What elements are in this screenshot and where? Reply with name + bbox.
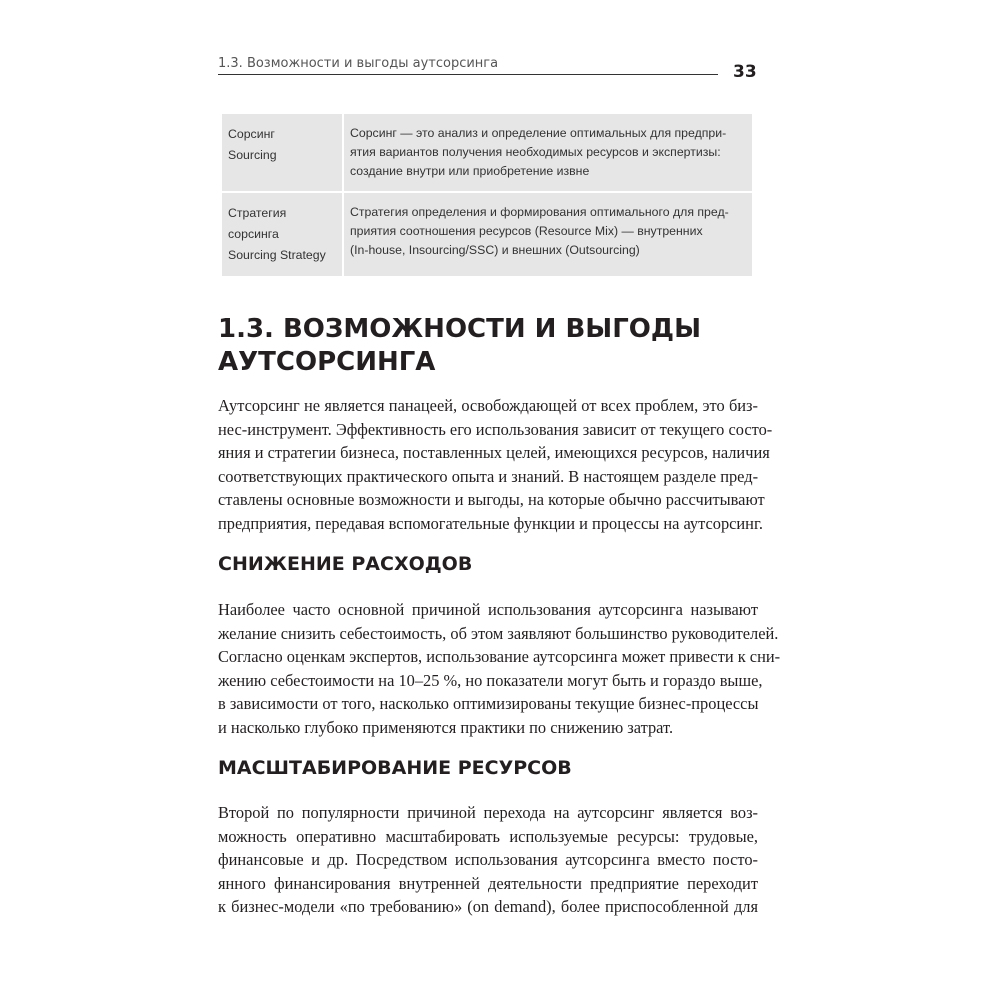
intro-paragraph [218,394,773,535]
text-line: Аутсорсинг не является панацеей, освобождающей от всех проблем, это биз- [218,396,758,415]
definition-line: приятия соотношения ресурсов (Resource Mix) — внутренних [350,224,703,238]
text-line: соответствующих практического опыта и знаний. В настоящем разделе пред- [218,466,759,486]
definition-line: (In-house, Insourcing/SSC) и внешних (Outsourcing) [350,243,640,257]
text-line: жению себестоимости на 10–25 %, но показатели могут быть и гораздо выше, [218,670,763,690]
page-number: 33 [733,62,757,82]
table-row [221,192,753,277]
section-title-line: 1.3. ВОЗМОЖНОСТИ И ВЫГОДЫ [218,314,702,344]
definition-line: Сорсинг — это анализ и определение оптимальных для предпри- [350,126,727,140]
text-line: нес-инструмент. Эффективность его использования зависит от текущего состо- [218,419,773,439]
section-title [218,313,701,379]
definition-line: ятия вариантов получения необходимых ресурсов и экспертизы: [350,145,721,159]
subsection-title: СНИЖЕНИЕ РАСХОДОВ [218,553,473,575]
text-line: предприятия, передавая вспомогательные функции и процессы на аутсорсинг. [218,513,763,533]
definition-line: Стратегия определения и формирования оптимального для пред- [350,205,729,219]
table-row [221,113,753,192]
text-line: яния и стратегии бизнеса, поставленных целей, имеющихся ресурсов, наличия [218,443,770,462]
text-line: в зависимости от того, насколько оптимизированы текущие бизнес-процессы [218,694,759,713]
term-ru: Стратегия [228,206,287,220]
text-line: финансовые и др. Посредством использования аутсорсинга вместо посто- [218,850,758,869]
term-ru: сорсинга [228,227,279,241]
text-line: янного финансирования внутренней деятельности предприятие переходит [218,873,758,893]
text-line: ставлены основные возможности и выгоды, на которые обычно рассчитывают [218,490,765,509]
subsection-title: МАСШТАБИРОВАНИЕ РЕСУРСОВ [218,757,572,779]
text-line: желание снизить себестоимость, об этом заявляют большинство руководителей. [218,623,779,643]
running-header: 1.3. Возможности и выгоды аутсорсинга [218,56,499,71]
definition-line: создание внутри или приобретение извне [350,164,590,178]
header-rule [218,74,718,75]
section-title-line: АУТСОРСИНГА [218,347,436,377]
text-line: к бизнес-модели «по требованию» (on demand), более приспособленной для [218,897,758,916]
text-line: Наиболее часто основной причиной использования аутсорсинга называют [218,600,758,619]
paragraph [218,801,758,919]
glossary-table [220,112,754,278]
definition-cell [343,192,753,277]
definition-cell [343,113,753,192]
paragraph [218,598,781,739]
text-line: и насколько глубоко применяются практики по снижению затрат. [218,717,674,737]
text-line: Согласно оценкам экспертов, использование аутсорсинга может привести к сни- [218,647,781,666]
term-ru: Сорсинг [228,127,275,141]
text-line: Второй по популярности причиной перехода на аутсорсинг является воз- [218,803,758,822]
term-cell [221,113,343,192]
term-en: Sourcing [228,148,277,162]
term-cell [221,192,343,277]
term-en: Sourcing Strategy [228,248,326,262]
text-line: можность оперативно масштабировать используемые ресурсы: трудовые, [218,826,758,846]
